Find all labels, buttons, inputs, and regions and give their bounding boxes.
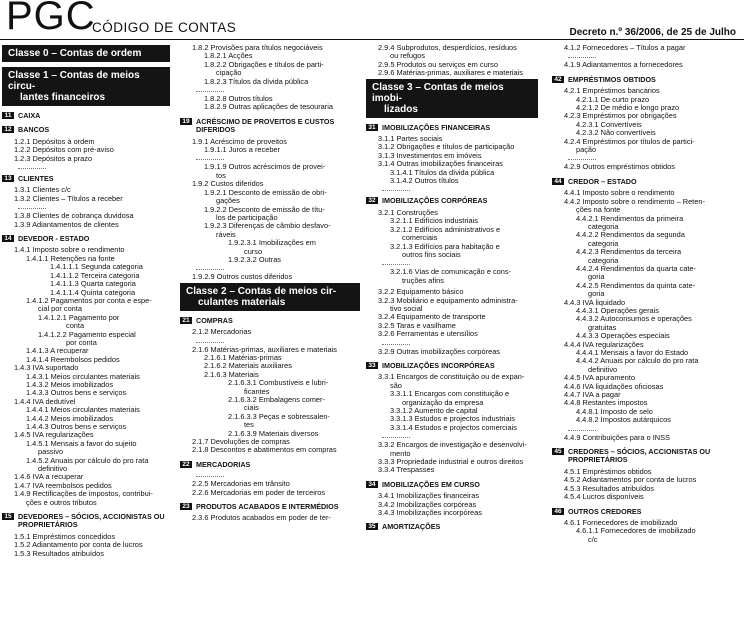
account-line: 2.1.6.3.1 Combustíveis e lubri- [228,378,329,388]
account-line: 1.4.5.2 Anuais por cálculo do pro rata [26,455,149,465]
account-line: 4.5.4 Lucros disponíveis [564,492,644,502]
account-line: tos [216,170,226,180]
account-group-title: DEVEDORES – SÓCIOS, ACCIONISTAS OU PROPRIETÁRIOS [18,512,165,530]
column-4 [552,44,742,630]
account-group-heading [552,76,742,84]
account-line: 4.5.3 Resultados atribuídos [564,483,654,493]
column-1 [2,44,170,630]
account-line: 1.8.2.9 Outras aplicações de tesouraria [204,102,334,112]
account-group-title: PRODUTOS ACABADOS E INTERMÉDIOS [196,502,339,512]
logo: PGC [6,0,96,38]
account-line: 4.2.1.1 De curto prazo [576,94,650,104]
account-group-heading [180,461,360,469]
account-line: 1.4.1.2.2 Pagamento especial [38,329,136,339]
class-heading-text: Classe 1 – Contas de meios circu- [8,70,140,92]
account-group-title: DEVEDOR - ESTADO [18,234,90,244]
account-line: tivo social [390,303,423,313]
account-line: 4.2.3.2 Não convertíveis [576,128,656,138]
account-line: 1.8.2.2 Obrigações e títulos de parti- [204,59,324,69]
account-line: comerciais [402,233,438,243]
account-group-title: CLIENTES [18,174,54,184]
ellipsis-separator [568,53,596,58]
account-line: 4.1.2 Fornecedores – Títulos a pagar [564,44,686,52]
account-line: ficantes [244,386,270,396]
account-group-heading [366,362,538,370]
ellipsis-separator [382,433,410,438]
account-group-code: 15 [2,513,14,520]
account-line: 2.9.4 Subprodutos, desperdícios, resíduos [378,44,517,52]
account-group-code: 45 [552,448,564,455]
account-line: 1.4.1.1.4 Quinta categoria [50,287,136,297]
account-line: categoria [588,221,619,231]
account-line: 4.4.2.5 Rendimentos da quinta cate- [576,280,696,290]
account-line: 1.4.9 Rectificações de impostos, contribui- [14,489,153,499]
account-line: 2.1.6.3 Materiais [204,369,259,379]
account-line: gratuitas [588,322,617,332]
account-group-title: ACRÉSCIMO DE PROVEITOS E CUSTOS DIFERIDOS [196,116,335,135]
account-group-code: 11 [2,112,14,119]
account-line: 4.1.9 Adiantamentos a fornecedores [564,60,683,70]
account-line: 1.4.3.2 Meios imobilizados [26,379,114,389]
account-line: 4.4.7 IVA a pagar [564,390,621,400]
account-line: 4.6.1 Fornecedores de imobilizado [564,517,678,527]
ellipsis-separator [382,186,410,191]
account-line: 1.9.2.2 Desconto de emissão de títu- [204,204,325,214]
account-line: 1.4.3.3 Outros bens e serviços [26,388,127,398]
account-line: 2.9.6 Matérias-primas, auxiliares e materiais [378,68,523,78]
account-group-heading [2,513,170,530]
account-group-code: 33 [366,362,378,369]
account-line: 4.4.3.3 Operações especiais [576,331,670,341]
account-line: 1.4.1 Imposto sobre o rendimento [14,245,125,255]
account-line: 1.2.1 Depósitos à ordem [14,136,95,146]
account-line: 1.9.1 Acréscimo de proveitos [192,136,287,146]
account-group-code: 42 [552,76,564,83]
account-line: cial por conta [38,304,82,314]
account-line: definitivo [38,464,68,474]
account-line: 1.8.2 Provisões para títulos negociáveis [192,44,323,52]
account-group-title: COMPRAS [196,315,233,325]
account-line: 4.4.2 Imposto sobre o rendimento – Reten- [564,196,705,206]
account-line: 3.4.3 Imobilizações incorpóreas [378,508,482,518]
class-heading-text: Classe 0 – Contas de ordem [8,48,142,59]
account-line: 1.4.5.1 Mensais a favor do sujeito [26,438,137,448]
account-line: 2.2.6 Mercadorias em poder de terceiros [192,487,326,497]
ellipsis-separator [196,265,224,270]
ellipsis-separator [196,87,224,92]
account-line: ráveis [216,229,236,239]
account-line: 3.2.1 Construções [378,207,438,217]
account-line: 4.4.8.2 Impostos autárquicos [576,415,671,425]
account-line: 3.2.1.3 Edifícios para habitação e [390,241,500,251]
account-line: 4.2.1.2 De médio e longo prazo [576,103,680,113]
account-group-code: 14 [2,235,14,242]
account-group-title: EMPRÉSTIMOS OBTIDOS [568,74,656,84]
account-group-title: IMOBILIZAÇÕES CORPÓREAS [382,196,488,206]
account-line: 4.4.3 IVA liquidado [564,297,626,307]
account-line: 3.2.6 Ferramentas e utensílios [378,329,478,339]
account-line: ciais [244,403,259,413]
account-line: 2.1.6.3.9 Materiais diversos [228,428,319,438]
class-heading [366,79,538,118]
account-line: 4.5.2 Adiantamentos por conta de lucros [564,475,697,485]
account-line: 4.4.8 Restantes impostos [564,398,648,408]
account-line: 3.1.4 Outras imobilizações financeiras [378,159,503,169]
ellipsis-separator [18,164,46,169]
account-group-title: CREDORES – SÓCIOS, ACCIONISTAS OU PROPRIETÁRIOS [568,447,711,465]
account-line: 4.4.4.1 Mensais a favor do Estado [576,348,689,357]
account-group-heading [366,481,538,489]
account-group-code: 32 [366,197,378,204]
account-line: 1.9.2 Custos diferidos [192,179,264,189]
account-group-heading [2,175,170,183]
account-line: 4.2.1 Empréstimos bancários [564,86,660,96]
account-line: 1.2.3 Depósitos a prazo [14,153,93,163]
account-line: 1.3.8 Clientes de cobrança duvidosa [14,211,134,221]
document-subtitle: CÓDIGO DE CONTAS [92,20,237,35]
account-line: 1.4.4.1 Meios circulantes materiais [26,405,140,415]
account-group-heading [552,448,742,465]
decree-reference: Decreto n.º 36/2006, de 25 de Julho [569,27,736,38]
class-heading [180,283,360,311]
account-line: 1.3.1 Clientes c/c [14,185,71,195]
account-line: 1.2.2 Depósitos com pré-aviso [14,145,114,155]
account-line: 1.4.6 IVA a recuperar [14,472,84,482]
ellipsis-separator [196,155,224,160]
account-line: 4.4.4.2 Anuais por cálculo do pro rata [576,356,699,366]
account-line: 3.1.4.2 Outros títulos [390,176,459,186]
account-line: 2.1.6.2 Materiais auxiliares [204,361,292,371]
account-line: 4.4.4 IVA regularizações [564,339,644,349]
ellipsis-separator [568,155,596,160]
account-line: 1.8.2.3 Títulos da dívida pública [204,76,309,86]
account-line: 1.4.1.1 Retenções na fonte [26,253,115,263]
account-line: 2.1.2 Mercadorias [192,327,252,337]
account-line: 3.2.5 Taras e vasilhame [378,320,456,330]
class-heading-text-continued: culantes materiais [198,296,286,308]
account-line: categoria [588,255,619,265]
account-line: mento [390,448,411,458]
account-group-title: IMOBILIZAÇÕES INCORPÓREAS [382,360,495,370]
account-group-heading [180,503,360,511]
account-group-code: 31 [366,124,378,131]
account-group-code: 22 [180,461,192,468]
account-line: 4.4.5 IVA apuramento [564,373,635,383]
account-line: 4.6.1.1 Fornecedores de imobilizado [576,526,696,536]
account-line: 3.1.3 Investimentos em imóveis [378,150,482,160]
account-line: 1.5.2 Adiantamento por conta de lucros [14,540,143,550]
account-line: 3.3.1.2 Aumento de capital [390,406,478,415]
account-line: 1.9.2.3.1 Imobilizações em [228,238,316,248]
account-group-code: 21 [180,317,192,324]
account-group-title: AMORTIZAÇÕES [382,522,441,532]
account-line: por conta [66,337,97,347]
account-group-title: OUTROS CREDORES [568,506,642,516]
account-line: gações [216,196,240,206]
account-line: 1.9.2.3.2 Outras [228,254,281,264]
account-line: 4.4.2.2 Rendimentos da segunda [576,230,685,240]
account-line: 2.3.6 Produtos acabados em poder de ter- [192,513,331,523]
account-line: 3.3.1 Encargos de constituição ou de expan- [378,372,525,382]
account-line: 1.5.3 Resultados atribuídos [14,548,104,558]
account-line: 3.2.1.6 Vias de comunicação e cons- [390,267,512,277]
account-line: 3.2.2 Equipamento básico [378,287,464,297]
account-line: 1.4.4.3 Outros bens e serviços [26,422,127,431]
account-group-title: CAIXA [18,111,41,120]
account-line: 2.9.5 Produtos ou serviços em curso [378,59,498,69]
account-line: 2.1.6.3.3 Peças e sobressalen- [228,411,330,421]
account-group-heading [2,235,170,243]
account-group-code: 46 [552,508,564,515]
account-line: 3.2.9 Outras imobilizações corpóreas [378,346,501,356]
account-line: 2.1.6 Matérias-primas, auxiliares e materiais [192,344,337,354]
account-line: categoria [588,238,619,248]
account-group-code: 12 [2,126,14,133]
account-line: 4.4.8.1 Imposto de selo [576,406,653,416]
account-group-heading [552,508,742,516]
account-line: 2.1.6.3.2 Embalagens comer- [228,395,325,404]
account-group-heading [180,118,360,135]
account-group-heading [366,197,538,205]
class-heading-text: Classe 2 – Contas de meios cir- [186,285,337,297]
account-line: ou refugos [390,51,425,61]
account-line: 1.4.3 IVA suportado [14,363,79,373]
column-3 [366,44,538,630]
account-line: goria [588,272,605,282]
account-line: 4.4.2.3 Rendimentos da terceira [576,247,682,257]
account-group-heading [2,126,170,134]
ellipsis-separator [568,426,596,431]
account-line: 4.4.6 IVA liquidações oficiosas [564,381,664,391]
account-line: 1.9.2.3 Diferenças de câmbio desfavo- [204,221,331,231]
account-line: 1.4.5 IVA regularizações [14,430,94,440]
account-line: 4.4.1 Imposto sobre o rendimento [564,188,675,198]
account-line: 3.3.4 Trespasses [378,465,435,475]
account-line: pação [576,145,597,155]
account-line: 1.4.1.1.2 Terceira categoria [50,270,140,280]
account-line: conta [66,321,85,331]
account-line: 4.4.3.2 Autoconsumos e operações [576,314,692,324]
account-line: 1.4.1.1.1 Segunda categoria [50,262,143,272]
class-heading [2,45,170,62]
account-line: 3.2.4 Equipamento de transporte [378,312,486,322]
account-group-heading [366,124,538,132]
account-group-heading [366,523,538,531]
account-line: passivo [38,447,64,457]
account-line: 2.2.5 Mercadorias em trânsito [192,479,290,489]
account-line: organização da empresa [402,397,484,407]
account-line: 3.1.1 Partes sociais [378,134,443,144]
account-line: 4.4.3.1 Operações gerais [576,305,659,315]
account-line: 1.4.3.1 Meios circulantes materiais [26,371,140,381]
account-line: 1.4.1.3 A recuperar [26,346,89,356]
account-line: 3.3.2 Encargos de investigação e desenvolvi- [378,440,527,450]
account-line: 3.2.1.2 Edifícios administrativos e [390,224,501,234]
account-line: 3.4.2 Imobilizações corpóreas [378,499,477,509]
account-line: tes [244,420,254,430]
account-line: 4.2.9 Outros empréstimos obtidos [564,162,675,172]
ellipsis-separator [18,204,46,209]
account-line: cipação [216,68,242,78]
account-line: 3.3.1.3 Estudos e projectos industriais [390,414,515,424]
ellipsis-separator [196,472,224,477]
account-line: 3.1.4.1 Títulos da dívida pública [390,167,495,177]
account-line: 4.4.2.1 Rendimentos da primeira [576,213,684,223]
account-group-title: BANCOS [18,125,50,135]
account-group-code: 23 [180,503,192,510]
account-line: 1.4.4.2 Meios imobilizados [26,413,114,423]
account-group-title: IMOBILIZAÇÕES FINANCEIRAS [382,122,491,132]
account-group-code: 35 [366,523,378,530]
account-line: 1.4.7 IVA reembolsos pedidos [14,480,112,490]
account-group-heading [552,178,742,186]
account-line: 3.3.1.4 Estudos e projectos comerciais [390,422,517,432]
account-line: 3.3.1.1 Encargos com constituição e [390,389,510,399]
account-line: 1.4.1.4 Reembolsos pedidos [26,354,120,364]
account-group-code: 44 [552,178,564,185]
account-line: 3.3.3 Propriedade industrial e outros direitos [378,457,524,467]
page-header [0,0,744,40]
account-line: ções e outros tributos [26,497,97,507]
account-line: definitivo [588,364,618,374]
account-line: 4.2.4 Empréstimos por títulos de partici- [564,136,695,146]
account-group-heading [2,112,170,120]
account-line: 4.4.9 Contribuições para o INSS [564,432,670,442]
account-line: outros fins sociais [402,249,461,259]
account-line: curso [244,246,263,256]
account-line: c/c [588,534,598,544]
account-line: ções na fonte [576,205,621,215]
account-line: 1.4.4 IVA dedutível [14,396,76,406]
account-line: 2.1.8 Descontos e abatimentos em compras [192,445,337,455]
class-heading-text-continued: lizados [384,103,418,115]
account-line: 1.9.1.9 Outros acréscimos de provei- [204,162,326,172]
account-line: truções afins [402,275,444,285]
account-line: goria [588,289,605,299]
account-line: 2.1.6.1 Matérias-primas [204,352,282,362]
account-group-code: 19 [180,118,192,125]
ellipsis-separator [196,338,224,343]
account-line: 4.4.2.4 Rendimentos da quarta cate- [576,263,696,273]
class-heading-text: Classe 3 – Contas de meios imobi- [372,81,504,104]
account-line: 3.2.1.1 Edifícios industriais [390,216,478,226]
account-line: los de participação [216,212,278,222]
account-line: 1.3.2 Clientes – Títulos a receber [14,193,123,203]
account-line: 4.2.3 Empréstimos por obrigações [564,111,677,121]
account-line: 4.5.1 Empréstimos obtidos [564,466,652,476]
account-line: são [390,380,402,390]
account-line: 3.1.2 Obrigações e títulos de participação [378,142,515,152]
account-group-code: 34 [366,481,378,488]
account-line: 4.2.3.1 Convertíveis [576,119,642,129]
account-line: 1.8.2.8 Outros títulos [204,94,273,104]
account-line: 3.4.1 Imobilizações financeiras [378,491,480,501]
account-line: 2.1.7 Devoluções de compras [192,437,290,447]
account-group-heading [180,317,360,325]
account-line: 1.8.2.1 Acções [204,51,253,61]
class-heading [2,67,170,106]
account-line: 1.3.9 Adiantamentos de clientes [14,219,119,229]
ellipsis-separator [382,260,410,265]
account-line: 1.9.2.1 Desconto de emissão de obri- [204,187,327,197]
account-line: 1.9.2.9 Outros custos diferidos [192,272,293,282]
account-group-title: CREDOR – ESTADO [568,176,637,186]
column-2 [180,44,360,630]
account-line: 1.4.1.1.3 Quarta categoria [50,279,136,289]
account-line: 1.5.1 Empréstimos concedidos [14,531,116,541]
account-line: 3.2.3 Mobiliário e equipamento administra- [378,295,518,305]
account-line: 1.9.1.1 Juros a receber [204,145,281,155]
account-line: 1.4.1.2 Pagamentos por conta e espe- [26,295,152,305]
account-line: 1.4.1.2.1 Pagamento por [38,312,120,322]
account-group-title: MERCADORIAS [196,459,251,469]
ellipsis-separator [382,340,410,345]
class-heading-text-continued: lantes financeiros [20,92,106,103]
account-group-code: 13 [2,175,14,182]
account-group-title: IMOBILIZAÇÕES EM CURSO [382,479,480,489]
